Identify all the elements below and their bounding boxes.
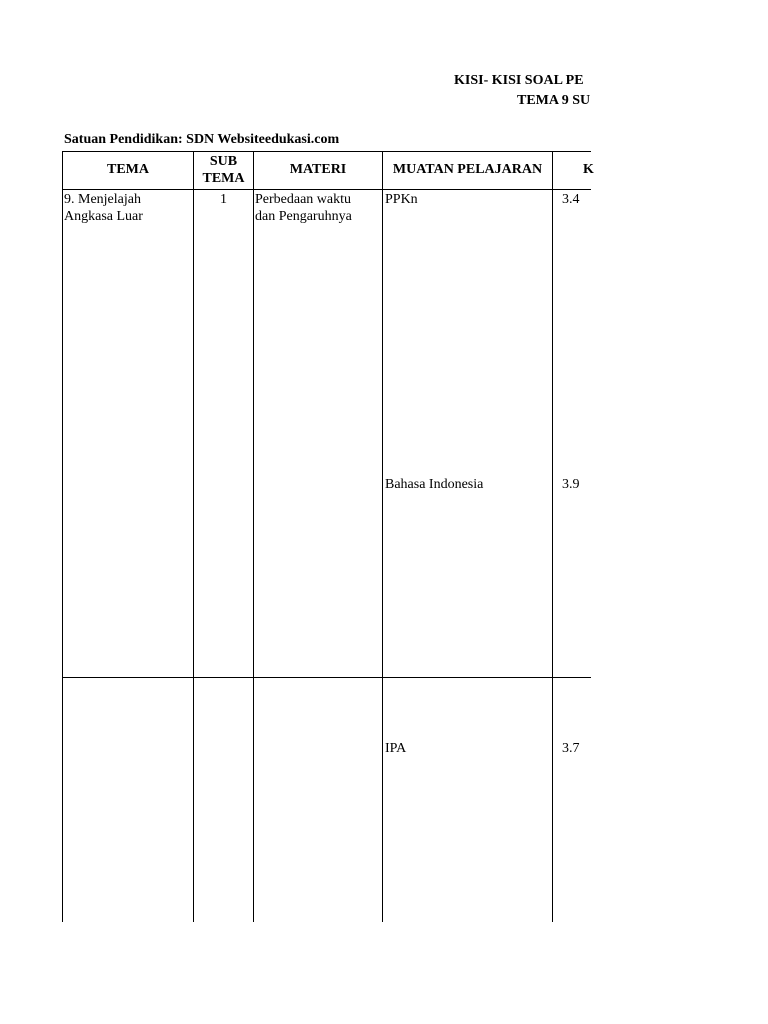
header-bottom-border [62, 189, 591, 190]
kd-ppkn: 3.4 [562, 192, 580, 207]
materi-value-line1: Perbedaan waktu [255, 192, 352, 207]
table-top-border [62, 151, 591, 152]
kd-ipa: 3.7 [562, 741, 580, 756]
header-sub-tema-line2: TEMA [202, 171, 245, 186]
table-left-border [62, 151, 63, 922]
tema-value-line2: Angkasa Luar [64, 209, 143, 224]
tema-value-line1: 9. Menjelajah [64, 192, 141, 207]
header-materi: MATERI [289, 162, 347, 177]
col-divider-materi [382, 151, 383, 922]
subject-ppkn: PPKn [385, 192, 418, 207]
kd-bahasa-indonesia: 3.9 [562, 477, 580, 492]
satuan-pendidikan-label: Satuan Pendidikan: SDN Websiteedukasi.com [64, 132, 340, 147]
header-muatan-pelajaran: MUATAN PELAJARAN [392, 162, 543, 177]
sub-tema-value: 1 [220, 192, 227, 207]
subject-bahasa-indonesia: Bahasa Indonesia [385, 477, 484, 492]
header-sub-tema-line1: SUB [209, 154, 238, 169]
header-tema: TEMA [107, 162, 149, 177]
subject-ipa: IPA [385, 741, 407, 756]
row-divider [62, 677, 591, 678]
header-kd-partial: K [583, 162, 594, 177]
materi-value-line2: dan Pengaruhnya [255, 209, 352, 224]
document-title-line2: TEMA 9 SU [517, 93, 591, 108]
col-divider-subtema [253, 151, 254, 922]
col-divider-tema [193, 151, 194, 922]
document-title-line1: KISI- KISI SOAL PE [454, 73, 584, 88]
col-divider-muatan [552, 151, 553, 922]
